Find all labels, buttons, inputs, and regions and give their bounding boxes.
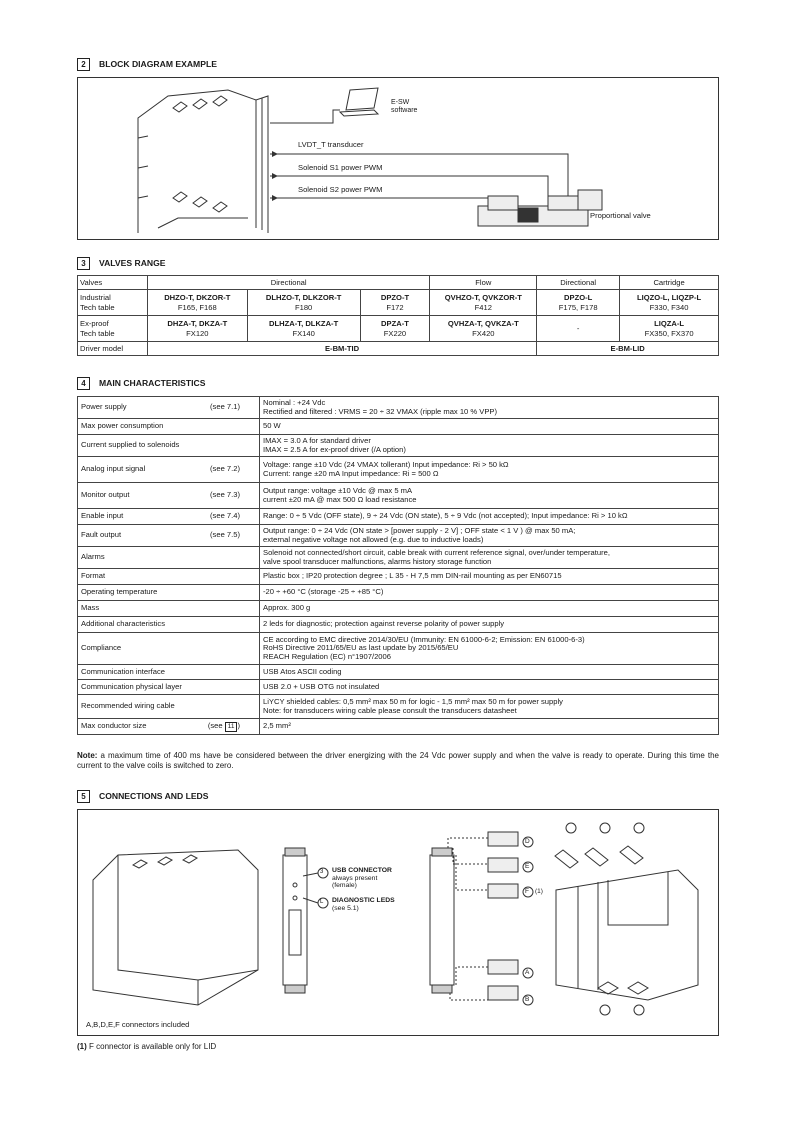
section-5-title (77, 789, 209, 803)
row-label: Communication physical layer (78, 680, 260, 695)
section-title-text: VALVES RANGE (99, 258, 166, 268)
row-label: Mass (78, 601, 260, 617)
row-value: Solenoid not connected/short circuit, cable break with current reference signal, over/under temperature, valve spool transducer malfunctions, alarms history storage function (260, 547, 719, 569)
usb-connector-label: USB CONNECTOR always present (female) (332, 867, 392, 889)
valves-range-table (77, 275, 719, 356)
table-row (78, 585, 719, 601)
row-value: IMAX = 3.0 A for standard driver IMAX = 2.5 A for ex-proof driver (/A option) (260, 435, 719, 457)
table-row (78, 457, 719, 483)
row-label: Fault output (see 7.5) (78, 525, 260, 547)
connections-frame (77, 809, 719, 1036)
block-diagram-frame (77, 77, 719, 240)
row-label: Ex-proof Tech table (78, 316, 148, 342)
driver-lid: E-BM-LID (537, 342, 719, 356)
table-cell: LIQZO-L, LIQZP-L F330, F340 (620, 290, 719, 316)
row-label: Format (78, 569, 260, 585)
table-row (78, 633, 719, 665)
table-row (78, 397, 719, 419)
row-value: -20 ÷ +60 °C (storage -25 ÷ +85 °C) (260, 585, 719, 601)
section-number: 3 (77, 257, 90, 270)
connector-b-label: B (525, 996, 530, 1003)
module-3d-illustration (93, 850, 258, 1005)
connector-f-note: (1) (535, 888, 543, 895)
driver-tid: E-BM-TID (147, 342, 536, 356)
connectors-included-note: A,B,D,E,F connectors included (86, 1020, 190, 1029)
row-value: Plastic box ; IP20 protection degree ; L 35 - H 7,5 mm DIN-rail mounting as per EN60715 (260, 569, 719, 585)
callout-led: L (320, 899, 324, 905)
row-label: Communication interface (78, 665, 260, 680)
esw-line1: E-SW (391, 99, 410, 106)
characteristics-note (77, 751, 719, 770)
row-label: Analog input signal (see 7.2) (78, 457, 260, 483)
row-label: Enable input (see 7.4) (78, 509, 260, 525)
section-title-text: CONNECTIONS AND LEDS (99, 791, 209, 801)
table-row-driver (78, 342, 719, 356)
row-label: Monitor output (see 7.3) (78, 483, 260, 509)
table-cell: DPZO-L F175, F178 (537, 290, 620, 316)
module-exploded-illustration (555, 846, 698, 1000)
row-value: Nominal : +24 Vdc Rectified and filtered : VRMS = 20 ÷ 32 VMAX (ripple max 10 % VPP) (260, 397, 719, 419)
section-3-title (77, 256, 166, 270)
row-label: Industrial Tech table (78, 290, 148, 316)
table-row (78, 617, 719, 633)
table-cell: DHZO-T, DKZOR-T F165, F168 (147, 290, 247, 316)
row-label: Operating temperature (78, 585, 260, 601)
table-row (78, 719, 719, 735)
proportional-valve-illustration (478, 190, 602, 226)
table-row (78, 419, 719, 435)
table-cell: QVHZO-T, QVKZOR-T F412 (430, 290, 537, 316)
header-directional-2: Directional (537, 276, 620, 290)
esw-line2: software (391, 107, 418, 114)
section-number: 4 (77, 377, 90, 390)
header-valves: Valves (78, 276, 148, 290)
section-title-text: BLOCK DIAGRAM EXAMPLE (99, 59, 217, 69)
section-title-text: MAIN CHARACTERISTICS (99, 378, 206, 388)
table-row (78, 695, 719, 719)
table-row (78, 483, 719, 509)
table-row (78, 276, 719, 290)
module-front-illustration (283, 848, 307, 993)
header-directional: Directional (147, 276, 430, 290)
laptop-icon (340, 88, 378, 116)
row-value: Output range: 0 ÷ 24 Vdc (ON state > [power supply - 2 V] ; OFF state < 1 V ) @ max 50 mA; external negative voltage not allowed (e.g. due to inductive loads) (260, 525, 719, 547)
row-label: Additional characteristics (78, 617, 260, 633)
row-value: Approx. 300 g (260, 601, 719, 617)
footnote (77, 1042, 216, 1051)
table-row (78, 680, 719, 695)
table-row (78, 665, 719, 680)
connector-a-label: A (525, 969, 530, 976)
row-value: 50 W (260, 419, 719, 435)
solenoid-s1-label: Solenoid S1 power PWM (298, 163, 383, 172)
footnote-text: F connector is available only for LID (89, 1042, 217, 1051)
section-number: 5 (77, 790, 90, 803)
row-value: LiYCY shielded cables: 0,5 mm² max 50 m for logic - 1,5 mm² max 50 m for power supply Note: for transducers wiring cable please consult the transducers datasheet (260, 695, 719, 719)
row-label: Max power consumption (78, 419, 260, 435)
row-label: Power supply (see 7.1) (78, 397, 260, 419)
table-row (78, 569, 719, 585)
section-number: 2 (77, 58, 90, 71)
row-value: Output range: voltage ±10 Vdc @ max 5 mA current ±20 mA @ max 500 Ω load resistance (260, 483, 719, 509)
esw-label (391, 99, 417, 115)
solenoid-s2-label: Solenoid S2 power PWM (298, 185, 383, 194)
table-row (78, 435, 719, 457)
section-ref-box: 11 (225, 722, 238, 732)
module-connectors-illustration (430, 832, 518, 1000)
row-value: 2 leds for diagnostic; protection against reverse polarity of power supply (260, 617, 719, 633)
table-cell: DLHZA-T, DLKZA-T FX140 (247, 316, 360, 342)
table-row-exproof (78, 316, 719, 342)
table-row (78, 525, 719, 547)
row-label: Max conductor size (see 11 ) (78, 719, 260, 735)
row-label: Current supplied to solenoids (78, 435, 260, 457)
row-value: Range: 0 ÷ 5 Vdc (OFF state), 9 ÷ 24 Vdc (ON state), 5 ÷ 9 Vdc (not accepted); Input impedance: Ri > 10 kΩ (260, 509, 719, 525)
note-label: Note: (77, 751, 98, 760)
row-label: Driver model (78, 342, 148, 356)
table-cell: DLHZO-T, DLKZOR-T F180 (247, 290, 360, 316)
header-flow: Flow (430, 276, 537, 290)
table-row (78, 547, 719, 569)
note-text: a maximum time of 400 ms have be considered between the driver energizing with the 24 Vdc power supply and when the valve is ready to operate. During this time the current to the valve coils is switched to zero. (77, 751, 719, 770)
row-value: 2,5 mm² (260, 719, 719, 735)
section-2-title (77, 57, 217, 71)
lvdt-label: LVDT_T transducer (298, 140, 364, 149)
table-cell: DHZA-T, DKZA-T FX120 (147, 316, 247, 342)
row-value: CE according to EMC directive 2014/30/EU (Immunity: EN 61000-6-2; Emission: EN 61000-6-3) RoHS Directive 2011/65/EU as last update by 2015/65/EU REACH Regulation (EC) n°1907/2006 (260, 633, 719, 665)
table-row (78, 601, 719, 617)
callout-usb: 3 (320, 869, 324, 875)
row-value: USB Atos ASCII coding (260, 665, 719, 680)
header-cartridge: Cartridge (620, 276, 719, 290)
row-value: USB 2.0 + USB OTG not insulated (260, 680, 719, 695)
connector-d-label: D (525, 838, 530, 845)
row-value: Voltage: range ±10 Vdc (24 VMAX tollerant) Input impedance: Ri > 50 kΩ Current: range ±20 mA Input impedance: Ri = 500 Ω (260, 457, 719, 483)
table-row (78, 509, 719, 525)
table-cell: - (537, 316, 620, 342)
driver-module-illustration (138, 90, 268, 233)
table-cell: DPZO-T F172 (360, 290, 430, 316)
table-row-industrial (78, 290, 719, 316)
table-cell: LIQZA-L FX350, FX370 (620, 316, 719, 342)
row-label: Recommended wiring cable (78, 695, 260, 719)
row-label: Alarms (78, 547, 260, 569)
connector-f-label: F (525, 888, 529, 895)
table-cell: DPZA-T FX220 (360, 316, 430, 342)
connector-e-label: E (525, 863, 530, 870)
main-characteristics-table (77, 396, 719, 735)
table-cell: QVHZA-T, QVKZA-T FX420 (430, 316, 537, 342)
diagnostic-leds-label: DIAGNOSTIC LEDS (see 5.1) (332, 897, 395, 912)
connections-drawing (78, 810, 718, 1035)
footnote-number: (1) (77, 1042, 87, 1051)
proportional-valve-label: Proportional valve (590, 211, 651, 220)
section-4-title (77, 376, 205, 390)
row-label: Compliance (78, 633, 260, 665)
